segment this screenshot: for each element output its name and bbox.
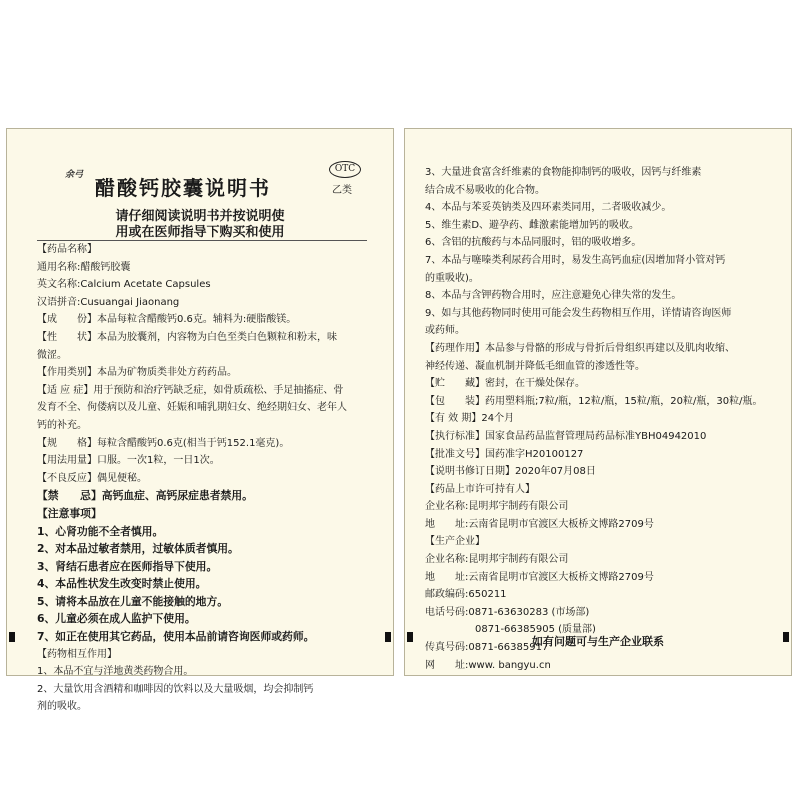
usage-notice bbox=[7, 209, 393, 241]
crop-marker bbox=[385, 632, 391, 642]
text-line: 神经传递、凝血机制并降低毛细血管的渗透性等。 bbox=[425, 360, 645, 372]
text-line: 4、本品与苯妥英钠类及四环素类同用，二者吸收减少。 bbox=[425, 202, 672, 214]
text-line: 剂的吸收。 bbox=[37, 701, 87, 713]
text-line: 0871-66385905 (质量部) bbox=[425, 624, 596, 636]
text-line: 7、本品与噻嗪类利尿药合用时，易发生高钙血症(因增加肾小管对钙 bbox=[425, 254, 726, 266]
section-heading: 【药品名称】 bbox=[37, 244, 97, 255]
text-line: 2、大量饮用含酒精和咖啡因的饮料以及大量吸烟，均会抑制钙 bbox=[37, 683, 314, 695]
precaution-item: 5、请将本品放在儿童不能接触的地方。 bbox=[37, 594, 229, 608]
text-line: 发育不全、佝偻病以及儿童、妊娠和哺乳期妇女、绝经期妇女、老年人 bbox=[37, 402, 347, 414]
text-line: 【成 份】本品每粒含醋酸钙0.6克。辅料为:硬脂酸镁。 bbox=[37, 314, 297, 326]
text-line: 【说明书修订日期】2020年07月08日 bbox=[425, 466, 596, 478]
contact-note: 如有问题可与生产企业联系 bbox=[532, 635, 664, 648]
instruction-page-right bbox=[404, 128, 792, 676]
text-line: 微涩。 bbox=[37, 349, 67, 361]
left-text-body bbox=[37, 241, 347, 716]
text-line: 【作用类别】本品为矿物质类非处方药药品。 bbox=[37, 367, 237, 379]
usage-notice-line: 请仔细阅读说明书并按说明使 bbox=[115, 209, 285, 224]
text-line: 【适 应 症】用于预防和治疗钙缺乏症，如骨质疏松、手足抽搐症、骨 bbox=[37, 384, 344, 396]
text-line: 【性 状】本品为胶囊剂，内容物为白色至类白色颗粒和粉末，味 bbox=[37, 331, 337, 343]
document-title: 醋酸钙胶囊说明书 bbox=[95, 176, 271, 200]
text-line: 【有 效 期】24个月 bbox=[425, 413, 515, 425]
text-line: 通用名称:醋酸钙胶囊 bbox=[37, 261, 131, 273]
precaution-item: 2、对本品过敏者禁用，过敏体质者慎用。 bbox=[37, 542, 239, 556]
text-line: 邮政编码:650211 bbox=[425, 589, 507, 601]
text-line: 【不良反应】偶见便秘。 bbox=[37, 472, 147, 484]
text-line: 地 址:云南省昆明市官渡区大板桥文博路2709号 bbox=[425, 518, 654, 530]
right-text-body bbox=[425, 164, 762, 674]
section-heading: 【药物相互作用】 bbox=[37, 648, 117, 660]
precaution-item: 3、肾结石患者应在医师指导下使用。 bbox=[37, 559, 218, 573]
text-line: 【用法用量】口服。一次1粒，一日1次。 bbox=[37, 455, 220, 467]
text-line: 汉语拼音:Cusuangai Jiaonang bbox=[37, 296, 180, 308]
text-line: 的重吸收)。 bbox=[425, 272, 479, 284]
instruction-page-left bbox=[6, 128, 394, 713]
precaution-item: 6、儿童必须在成人监护下使用。 bbox=[37, 612, 196, 626]
text-line: 或药师。 bbox=[425, 325, 465, 337]
text-line: 9、如与其他药物同时使用可能会发生药物相互作用，详情请咨询医师 bbox=[425, 307, 732, 319]
text-line: 8、本品与含钾药物合用时，应注意避免心律失常的发生。 bbox=[425, 290, 682, 302]
text-line: 3、大量进食富含纤维素的食物能抑制钙的吸收，因钙与纤维素 bbox=[425, 167, 702, 178]
text-line: 1、本品不宜与洋地黄类药物合用。 bbox=[37, 666, 194, 678]
text-line: 传真号码:0871-66385917 bbox=[425, 642, 549, 654]
text-line: 【执行标准】国家食品药品监督管理局药品标准YBH04942010 bbox=[425, 430, 707, 442]
crop-marker bbox=[9, 632, 15, 642]
text-line: 英文名称:Calcium Acetate Capsules bbox=[37, 279, 211, 291]
precaution-item: 4、本品性状发生改变时禁止使用。 bbox=[37, 577, 207, 591]
text-line: 结合成不易吸收的化合物。 bbox=[425, 184, 545, 196]
text-line: 【批准文号】国药准字H20100127 bbox=[425, 448, 584, 460]
text-line: 钙的补充。 bbox=[37, 419, 87, 431]
text-line: 地 址:云南省昆明市官渡区大板桥文博路2709号 bbox=[425, 571, 654, 583]
text-line: 【包 装】药用塑料瓶;7粒/瓶，12粒/瓶，15粒/瓶，20粒/瓶，30粒/瓶。 bbox=[425, 395, 763, 407]
section-heading: 【注意事项】 bbox=[37, 506, 102, 520]
text-line: 【药理作用】本品参与骨骼的形成与骨折后骨组织再建以及肌肉收缩、 bbox=[425, 342, 735, 354]
contraindication-line: 【禁 忌】高钙血症、高钙尿症患者禁用。 bbox=[37, 489, 253, 503]
text-line: 5、维生素D、避孕药、雌激素能增加钙的吸收。 bbox=[425, 219, 640, 231]
brand-logo: 余弓 bbox=[65, 170, 84, 180]
text-line: 企业名称:昆明邦宇制药有限公司 bbox=[425, 554, 569, 566]
text-line: 企业名称:昆明邦宇制药有限公司 bbox=[425, 501, 569, 513]
usage-notice-line: 用或在医师指导下购买和使用 bbox=[115, 225, 285, 240]
precaution-item: 1、心肾功能不全者慎用。 bbox=[37, 524, 164, 538]
precaution-item: 7、如正在使用其它药品，使用本品前请咨询医师或药师。 bbox=[37, 630, 315, 644]
otc-class-label: 乙类 bbox=[332, 185, 352, 196]
section-heading: 【生产企业】 bbox=[425, 536, 485, 548]
text-line: 6、含铝的抗酸药与本品同服时，铝的吸收增多。 bbox=[425, 237, 642, 249]
text-line: 【贮 藏】密封，在干燥处保存。 bbox=[425, 378, 585, 390]
otc-badge: OTC bbox=[329, 161, 361, 178]
text-line: 【规 格】每粒含醋酸钙0.6克(相当于钙152.1毫克)。 bbox=[37, 437, 290, 449]
text-line: 网 址:www. bangyu.cn bbox=[425, 659, 551, 671]
text-line: 电话号码:0871-63630283 (市场部) bbox=[425, 606, 590, 618]
section-heading: 【药品上市许可持有人】 bbox=[425, 483, 535, 495]
